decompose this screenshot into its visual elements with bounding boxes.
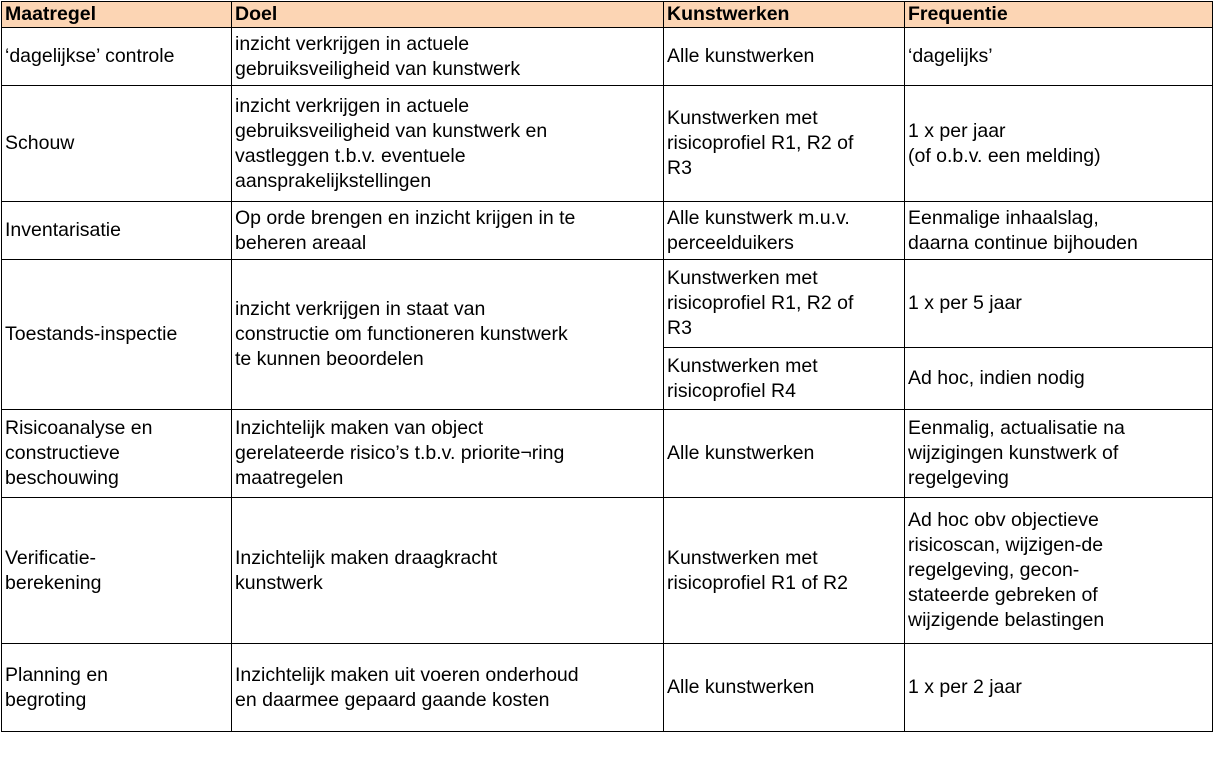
cell-frequentie: Eenmalig, actualisatie na wijzigingen kunstwerk of regelgeving xyxy=(905,410,1213,498)
cell-kunstwerken: Kunstwerken met risicoprofiel R1 of R2 xyxy=(664,498,905,644)
table-row xyxy=(2,498,1213,644)
cell-frequentie: Ad hoc obv objectieve risicoscan, wijzigen-de regelgeving, gecon- stateerde gebreken of wijzigende belastingen xyxy=(905,498,1213,644)
cell-doel: Inzichtelijk maken van object gerelateerde risico’s t.b.v. priorite¬ring maatregelen xyxy=(232,410,664,498)
cell-kunstwerken: Alle kunstwerken xyxy=(664,28,905,86)
cell-doel: inzicht verkrijgen in actuele gebruiksveiligheid van kunstwerk xyxy=(232,28,664,86)
cell-kunstwerken: Alle kunstwerken xyxy=(664,410,905,498)
cell-kunstwerken: Kunstwerken met risicoprofiel R1, R2 of R3 xyxy=(664,86,905,202)
maatregelen-table xyxy=(1,1,1213,732)
cell-maatregel: Verificatie- berekening xyxy=(2,498,232,644)
cell-frequentie: Eenmalige inhaalslag, daarna continue bijhouden xyxy=(905,202,1213,260)
cell-doel: inzicht verkrijgen in staat van constructie om functioneren kunstwerk te kunnen beoordelen xyxy=(232,260,664,410)
cell-kunstwerken: Kunstwerken met risicoprofiel R4 xyxy=(664,348,905,410)
cell-maatregel: Toestands-inspectie xyxy=(2,260,232,410)
table-row xyxy=(2,202,1213,260)
cell-maatregel: Risicoanalyse en constructieve beschouwing xyxy=(2,410,232,498)
header-kunstwerken: Kunstwerken xyxy=(664,2,905,28)
table-row xyxy=(2,86,1213,202)
header-doel: Doel xyxy=(232,2,664,28)
header-row xyxy=(2,2,1213,28)
cell-doel: Op orde brengen en inzicht krijgen in te beheren areaal xyxy=(232,202,664,260)
cell-kunstwerken: Kunstwerken met risicoprofiel R1, R2 of R3 xyxy=(664,260,905,348)
cell-frequentie: 1 x per 2 jaar xyxy=(905,644,1213,732)
cell-kunstwerken: Alle kunstwerken xyxy=(664,644,905,732)
table-row xyxy=(2,410,1213,498)
cell-maatregel: Inventarisatie xyxy=(2,202,232,260)
header-maatregel: Maatregel xyxy=(2,2,232,28)
cell-doel: inzicht verkrijgen in actuele gebruiksveiligheid van kunstwerk en vastleggen t.b.v. eventuele aansprakelijkstellingen xyxy=(232,86,664,202)
table-row xyxy=(2,28,1213,86)
cell-frequentie: 1 x per 5 jaar xyxy=(905,260,1213,348)
cell-frequentie: Ad hoc, indien nodig xyxy=(905,348,1213,410)
cell-maatregel: Schouw xyxy=(2,86,232,202)
cell-frequentie: ‘dagelijks’ xyxy=(905,28,1213,86)
cell-doel: Inzichtelijk maken draagkracht kunstwerk xyxy=(232,498,664,644)
header-frequentie: Frequentie xyxy=(905,2,1213,28)
cell-frequentie: 1 x per jaar (of o.b.v. een melding) xyxy=(905,86,1213,202)
cell-doel: Inzichtelijk maken uit voeren onderhoud en daarmee gepaard gaande kosten xyxy=(232,644,664,732)
table-row xyxy=(2,644,1213,732)
cell-maatregel: ‘dagelijkse’ controle xyxy=(2,28,232,86)
cell-maatregel: Planning en begroting xyxy=(2,644,232,732)
cell-kunstwerken: Alle kunstwerk m.u.v. perceelduikers xyxy=(664,202,905,260)
table-row xyxy=(2,260,1213,348)
